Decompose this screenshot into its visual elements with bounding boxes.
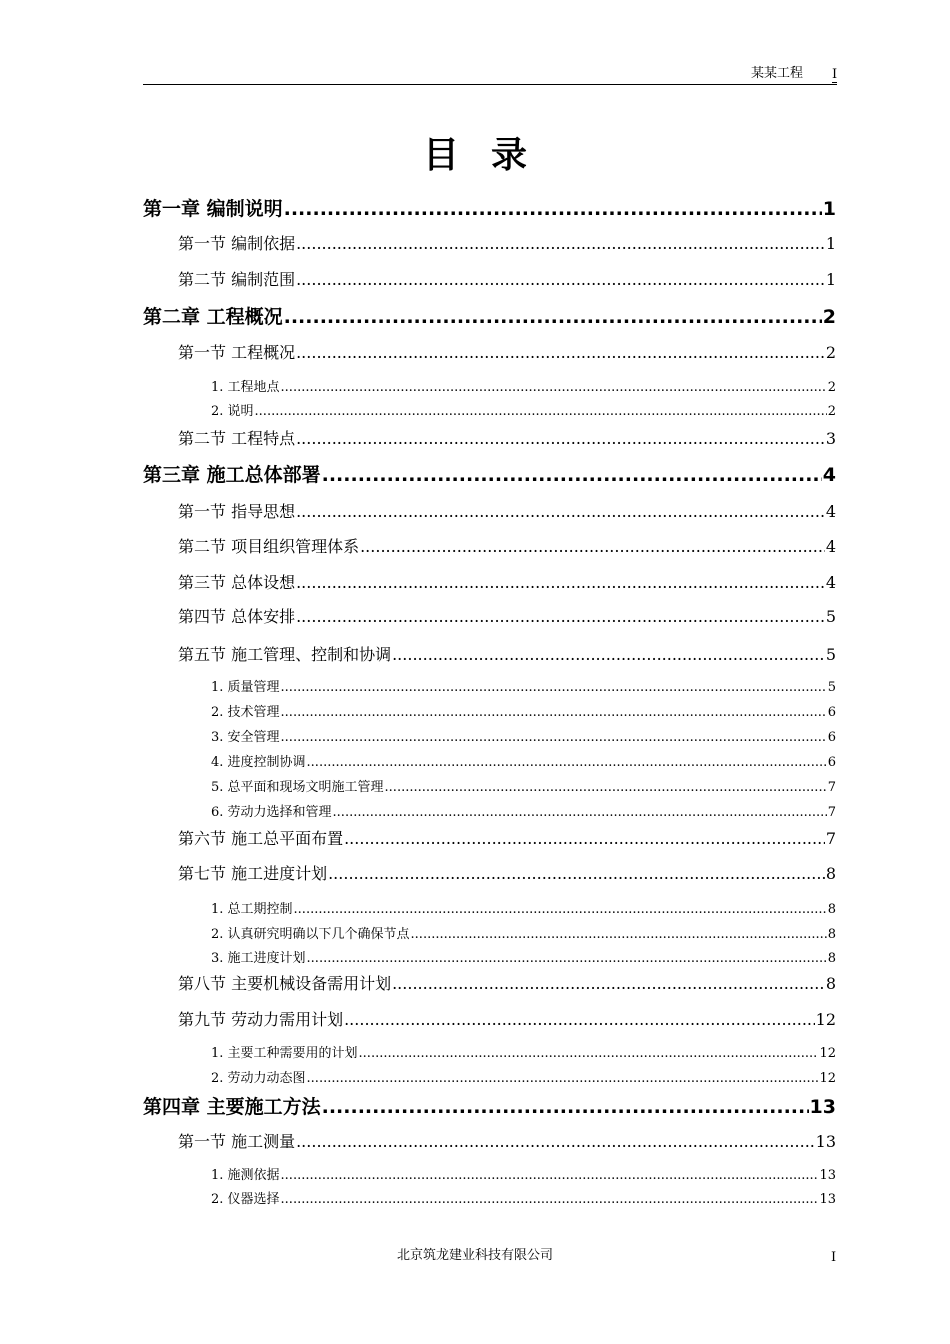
toc-entry-label: 1. 总工期控制 [211,902,293,917]
toc-section[interactable] [178,269,836,291]
toc-entry-page: 8 [825,864,836,883]
toc-section[interactable] [178,1009,836,1031]
toc-leader-dots [284,197,822,221]
toc-entry-page: 7 [827,780,836,795]
toc-entry-page: 12 [819,1071,836,1086]
toc-leader-dots [296,233,825,255]
toc-entry-label: 第七节 施工进度计划 [178,864,328,883]
toc-entry-label: 第六节 施工总平面布置 [178,829,344,848]
toc-leader-dots [296,606,825,628]
toc-entry-label: 1. 质量管理 [211,680,280,695]
page-header [143,66,837,85]
toc-entry-label: 5. 总平面和现场文明施工管理 [211,780,384,795]
toc-leader-dots [392,973,825,995]
toc-leader-dots [284,305,822,329]
toc-subsection[interactable] [211,403,836,421]
header-page-number: I [832,67,838,82]
toc-leader-dots [281,1191,819,1209]
toc-entry-page: 7 [827,805,836,820]
toc-subsection[interactable] [211,1167,836,1185]
toc-leader-dots [255,403,827,421]
toc-entry-label: 2. 劳动力动态图 [211,1071,306,1086]
toc-entry-label: 第四章 主要施工方法 [143,1096,321,1118]
toc-entry-page: 6 [827,730,836,745]
toc-entry-page: 5 [825,607,836,626]
toc-entry-label: 2. 认真研究明确以下几个确保节点 [211,927,410,942]
toc-leader-dots [296,342,825,364]
toc-leader-dots [333,804,827,822]
toc-leader-dots [385,779,827,797]
toc-leader-dots [281,1167,819,1185]
toc-entry-page: 3 [825,429,836,448]
toc-chapter[interactable] [143,305,836,329]
toc-entry-page: 8 [827,902,836,917]
toc-section[interactable] [178,1131,836,1153]
toc-leader-dots [281,379,827,397]
toc-subsection[interactable] [211,729,836,747]
toc-chapter[interactable] [143,1095,836,1119]
toc-section[interactable] [178,501,836,523]
toc-entry-page: 2 [827,404,836,419]
toc-entry-label: 2. 说明 [211,404,254,419]
toc-subsection[interactable] [211,950,836,968]
toc-leader-dots [294,901,827,919]
toc-chapter[interactable] [143,197,836,221]
footer-company: 北京筑龙建业科技有限公司 [396,1248,553,1263]
toc-entry-page: 4 [825,537,836,556]
toc-leader-dots [281,679,827,697]
toc-entry-page: 8 [825,974,836,993]
toc-leader-dots [296,501,825,523]
toc-entry-page: 5 [825,645,836,664]
toc-title: 目录 [422,135,559,176]
toc-leader-dots [344,1009,815,1031]
toc-subsection[interactable] [211,1045,836,1063]
toc-leader-dots [392,644,825,666]
toc-entry-page: 13 [809,1096,836,1118]
toc-leader-dots [296,428,825,450]
toc-entry-label: 第五节 施工管理、控制和协调 [178,645,392,664]
toc-entry-page: 1 [825,234,836,253]
toc-entry-page: 8 [827,927,836,942]
toc-entry-page: 1 [825,270,836,289]
toc-entry-page: 2 [825,343,836,362]
toc-entry-page: 13 [819,1192,836,1207]
toc-entry-page: 5 [827,680,836,695]
toc-entry-label: 2. 技术管理 [211,705,280,720]
toc-section[interactable] [178,233,836,255]
toc-leader-dots [411,926,827,944]
toc-subsection[interactable] [211,1191,836,1209]
toc-leader-dots [307,950,827,968]
toc-subsection[interactable] [211,704,836,722]
toc-entry-page: 2 [822,306,836,328]
toc-subsection[interactable] [211,754,836,772]
toc-entry-page: 2 [827,380,836,395]
toc-entry-label: 第八节 主要机械设备需用计划 [178,974,392,993]
toc-section[interactable] [178,428,836,450]
header-title: 某某工程 [751,66,804,81]
toc-entry-page: 7 [825,829,836,848]
toc-subsection[interactable] [211,1070,836,1088]
toc-entry-label: 4. 进度控制协调 [211,755,306,770]
toc-entry-label: 第三节 总体设想 [178,573,296,592]
toc-entry-page: 1 [822,198,836,220]
toc-entry-label: 第九节 劳动力需用计划 [178,1010,344,1029]
toc-leader-dots [322,1095,809,1119]
toc-entry-label: 2. 仪器选择 [211,1192,280,1207]
toc-entry-label: 1. 施测依据 [211,1168,280,1183]
toc-leader-dots [307,1070,819,1088]
toc-entry-page: 6 [827,755,836,770]
toc-subsection[interactable] [211,379,836,397]
toc-leader-dots [322,463,822,487]
toc-entry-label: 第二章 工程概况 [143,306,283,328]
toc-leader-dots [360,536,825,558]
toc-entry-label: 第二节 编制范围 [178,270,296,289]
toc-subsection[interactable] [211,901,836,919]
toc-subsection[interactable] [211,679,836,697]
toc-leader-dots [307,754,827,772]
toc-leader-dots [359,1045,819,1063]
toc-entry-label: 第二节 工程特点 [178,429,296,448]
toc-entry-label: 第一节 编制依据 [178,234,296,253]
toc-entry-page: 6 [827,705,836,720]
toc-entry-label: 第一节 指导思想 [178,502,296,521]
toc-entry-label: 第一章 编制说明 [143,198,283,220]
toc-entry-page: 4 [825,573,836,592]
toc-section[interactable] [178,863,836,885]
footer-page-number: I [831,1250,837,1265]
toc-subsection[interactable] [211,926,836,944]
toc-section[interactable] [178,606,836,628]
toc-leader-dots [296,572,825,594]
toc-entry-label: 3. 安全管理 [211,730,280,745]
toc-section[interactable] [178,572,836,594]
toc-entry-label: 1. 主要工种需要用的计划 [211,1046,358,1061]
toc-leader-dots [296,1131,815,1153]
toc-entry-label: 第一节 施工测量 [178,1132,296,1151]
toc-entry-page: 13 [815,1132,836,1151]
toc-section[interactable] [178,342,836,364]
toc-section[interactable] [178,828,836,850]
toc-entry-page: 13 [819,1168,836,1183]
toc-leader-dots [296,269,825,291]
toc-entry-label: 6. 劳动力选择和管理 [211,805,332,820]
toc-leader-dots [281,704,827,722]
toc-entry-label: 第四节 总体安排 [178,607,296,626]
toc-chapter[interactable] [143,463,836,487]
toc-leader-dots [281,729,827,747]
toc-entry-page: 8 [827,951,836,966]
toc-entry-label: 3. 施工进度计划 [211,951,306,966]
toc-entry-label: 第二节 项目组织管理体系 [178,537,360,556]
toc-section[interactable] [178,973,836,995]
toc-entry-page: 12 [815,1010,836,1029]
toc-section[interactable] [178,536,836,558]
toc-entry-page: 4 [822,464,836,486]
toc-leader-dots [328,863,825,885]
toc-subsection[interactable] [211,779,836,797]
toc-leader-dots [344,828,825,850]
toc-entry-label: 第一节 工程概况 [178,343,296,362]
toc-entry-page: 12 [819,1046,836,1061]
toc-section[interactable] [178,644,836,666]
toc-entry-label: 第三章 施工总体部署 [143,464,321,486]
toc-entry-label: 1. 工程地点 [211,380,280,395]
toc-subsection[interactable] [211,804,836,822]
toc-entry-page: 4 [825,502,836,521]
